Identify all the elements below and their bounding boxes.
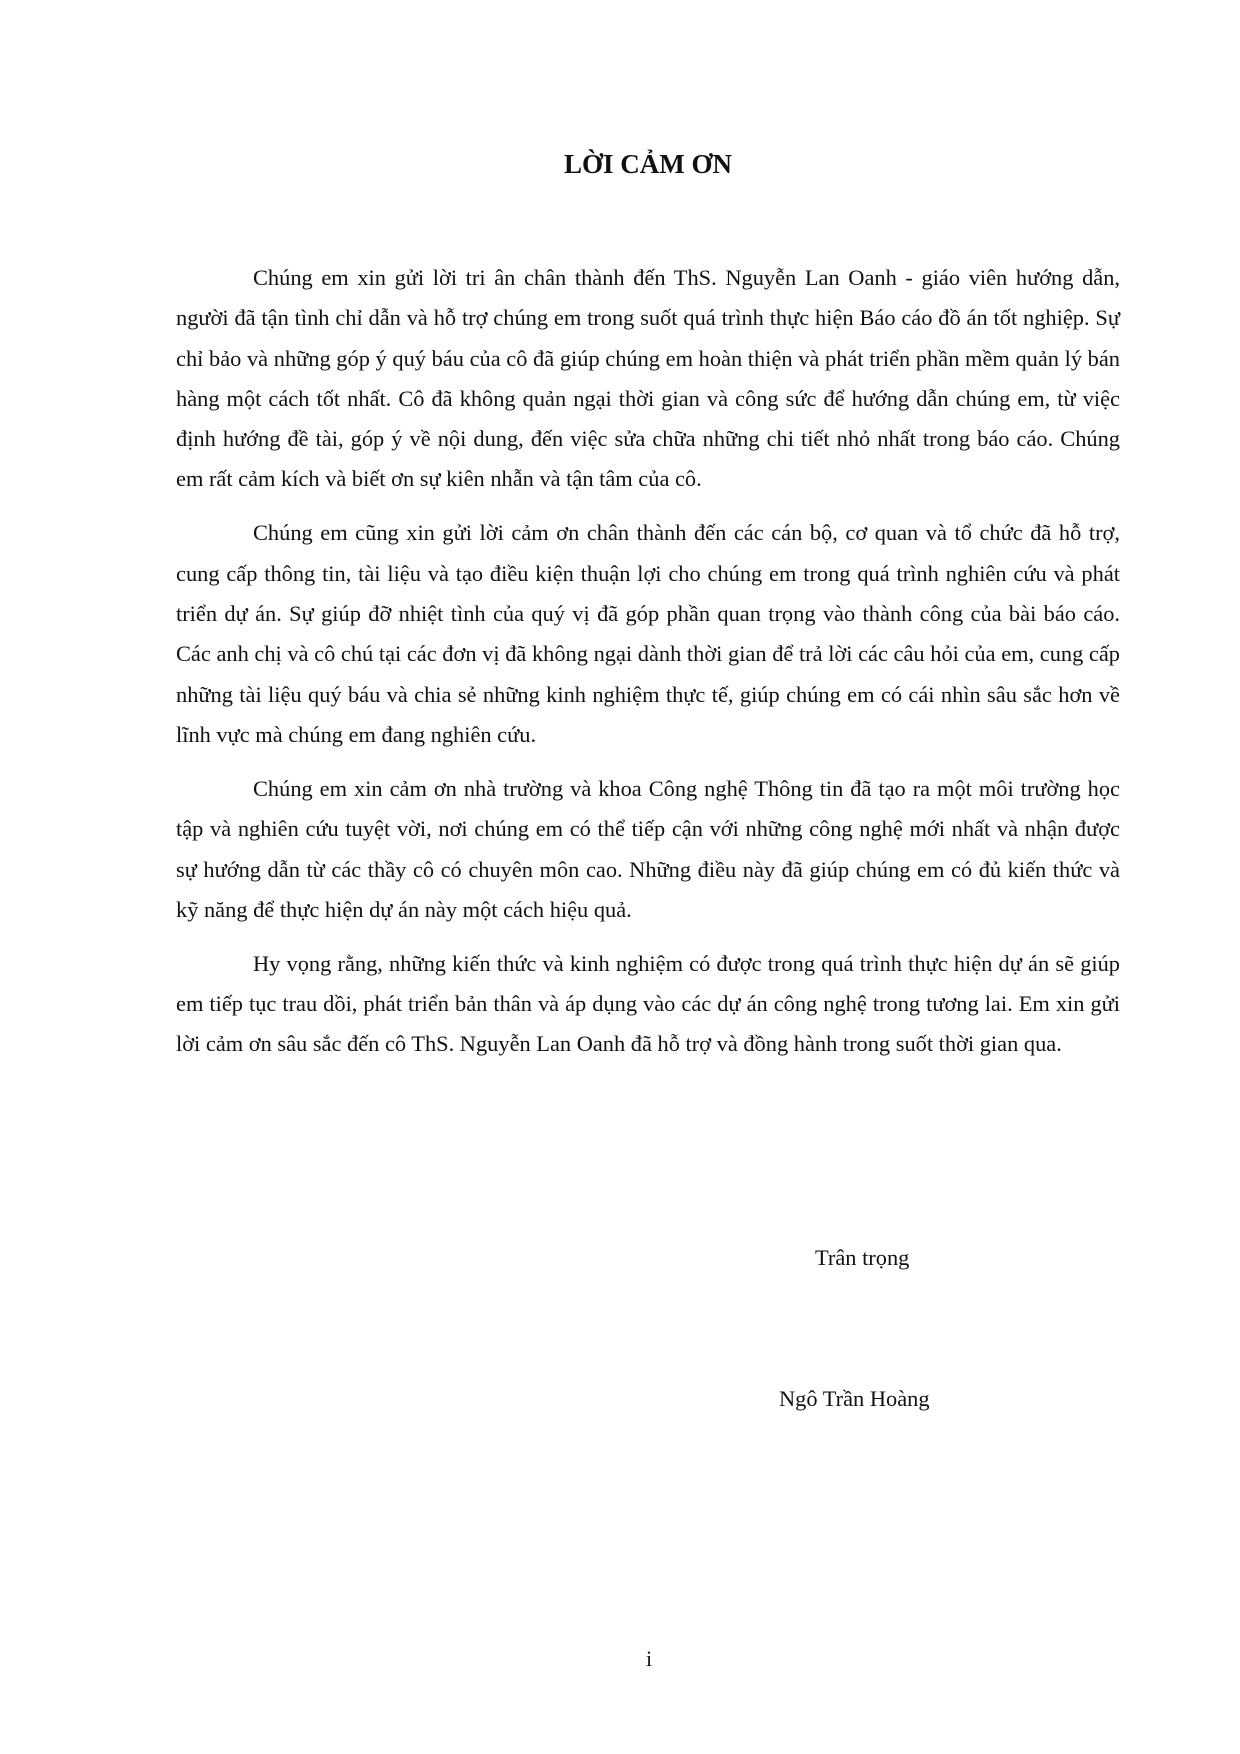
page-number: i — [645, 1646, 653, 1671]
signer-name: Ngô Trần Hoàng — [779, 1386, 930, 1411]
paragraph-advisor-thanks: Chúng em xin gửi lời tri ân chân thành đến ThS. Nguyễn Lan Oanh - giáo viên hướng dẫn, người đã tận tình chỉ dẫn và hỗ trợ chúng em trong suốt quá trình thực hiện Báo cáo đồ án tốt nghiệp. Sự chỉ bảo và những góp ý quý báu của cô đã giúp chúng em hoàn thiện và phát triển phần mềm quản lý bán hàng một cách tốt nhất. Cô đã không quản ngại thời gian và công sức để hướng dẫn chúng em, từ việc định hướng đề tài, góp ý về nội dung, đến việc sửa chữa những chi tiết nhỏ nhất trong báo cáo. Chúng em rất cảm kích và biết ơn sự kiên nhẫn và tận tâm của cô. — [176, 265, 1120, 492]
paragraph-closing-wishes: Hy vọng rằng, những kiến thức và kinh nghiệm có được trong quá trình thực hiện dự án sẽ giúp em tiếp tục trau dồi, phát triển bản thân và áp dụng vào các dự án công nghệ trong tương lai. Em xin gửi lời cảm ơn sâu sắc đến cô ThS. Nguyễn Lan Oanh đã hỗ trợ và đồng hành trong suốt thời gian qua. — [176, 950, 1120, 1057]
paragraph-organizations-thanks: Chúng em cũng xin gửi lời cảm ơn chân thành đến các cán bộ, cơ quan và tổ chức đã hỗ trợ, cung cấp thông tin, tài liệu và tạo điều kiện thuận lợi cho chúng em trong quá trình nghiên cứu và phát triển dự án. Sự giúp đỡ nhiệt tình của quý vị đã góp phần quan trọng vào thành công của bài báo cáo. Các anh chị và cô chú tại các đơn vị đã không ngại dành thời gian để trả lời các câu hỏi của em, cung cấp những tài liệu quý báu và chia sẻ những kinh nghiệm thực tế, giúp chúng em có cái nhìn sâu sắc hơn về lĩnh vực mà chúng em đang nghiên cứu. — [176, 520, 1120, 747]
document-body — [176, 258, 1120, 1078]
paragraph-school-thanks: Chúng em xin cảm ơn nhà trường và khoa Công nghệ Thông tin đã tạo ra một môi trường học tập và nghiên cứu tuyệt vời, nơi chúng em có thể tiếp cận với những công nghệ mới nhất và nhận được sự hướng dẫn từ các thầy cô có chuyên môn cao. Những điều này đã giúp chúng em có đủ kiến thức và kỹ năng để thực hiện dự án này một cách hiệu quả. — [176, 775, 1120, 922]
closing-salutation: Trân trọng — [815, 1245, 910, 1270]
page-title: LỜI CẢM ƠN — [564, 149, 732, 179]
